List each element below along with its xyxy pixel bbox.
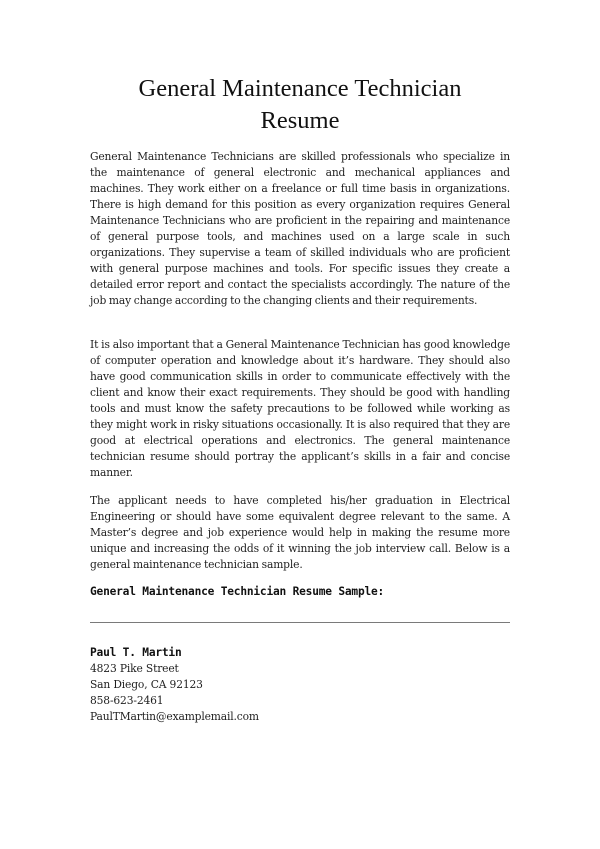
document-title-line-1: General Maintenance Technician [138, 75, 462, 102]
contact-block [90, 645, 259, 725]
contact-email: PaulTMartin@examplemail.com [90, 710, 259, 723]
contact-name: Paul T. Martin [90, 646, 182, 659]
contact-street: 4823 Pike Street [90, 662, 179, 675]
document-title-line-2: Resume [260, 107, 340, 134]
intro-paragraph: General Maintenance Technicians are skilled professionals who specialize in the maintenance of general electronic and mechanical appliances and machines. They work either on a freelance or full time basis in organizations. There is high demand for this position as every organization requires General Maintenance Technicians who are proficient in the repairing and maintenance of general purpose tools, and machines used on a large scale in such organizations. They supervise a team of skilled individuals who are proficient with general purpose machines and tools. For specific issues they create a detailed error report and contact the specialists accordingly. The nature of the job may change according to the changing clients and their requirements. [90, 150, 510, 307]
section-divider [90, 622, 510, 623]
contact-city: San Diego, CA 92123 [90, 678, 203, 691]
education-paragraph: The applicant needs to have completed his/her graduation in Electrical Engineering or should have some equivalent degree relevant to the same. A Master’s degree and job experience would help in making the resume more unique and increasing the odds of it winning the job interview call. Below is a general maintenance technician sample. [90, 494, 510, 571]
contact-phone: 858-623-2461 [90, 694, 164, 707]
sample-heading: General Maintenance Technician Resume Sample: [90, 585, 385, 598]
document-title [60, 73, 540, 137]
skills-paragraph: It is also important that a General Maintenance Technician has good knowledge of computer operation and knowledge about it’s hardware. They should also have good communication skills in order to communicate effectively with the client and know their exact requirements. They should be good with handling tools and must know the safety precautions to be followed while working as they might work in risky situations occasionally. It is also required that they are good at electrical operations and electronics. The general maintenance technician resume should portray the applicant’s skills in a fair and concise manner. [90, 338, 510, 479]
